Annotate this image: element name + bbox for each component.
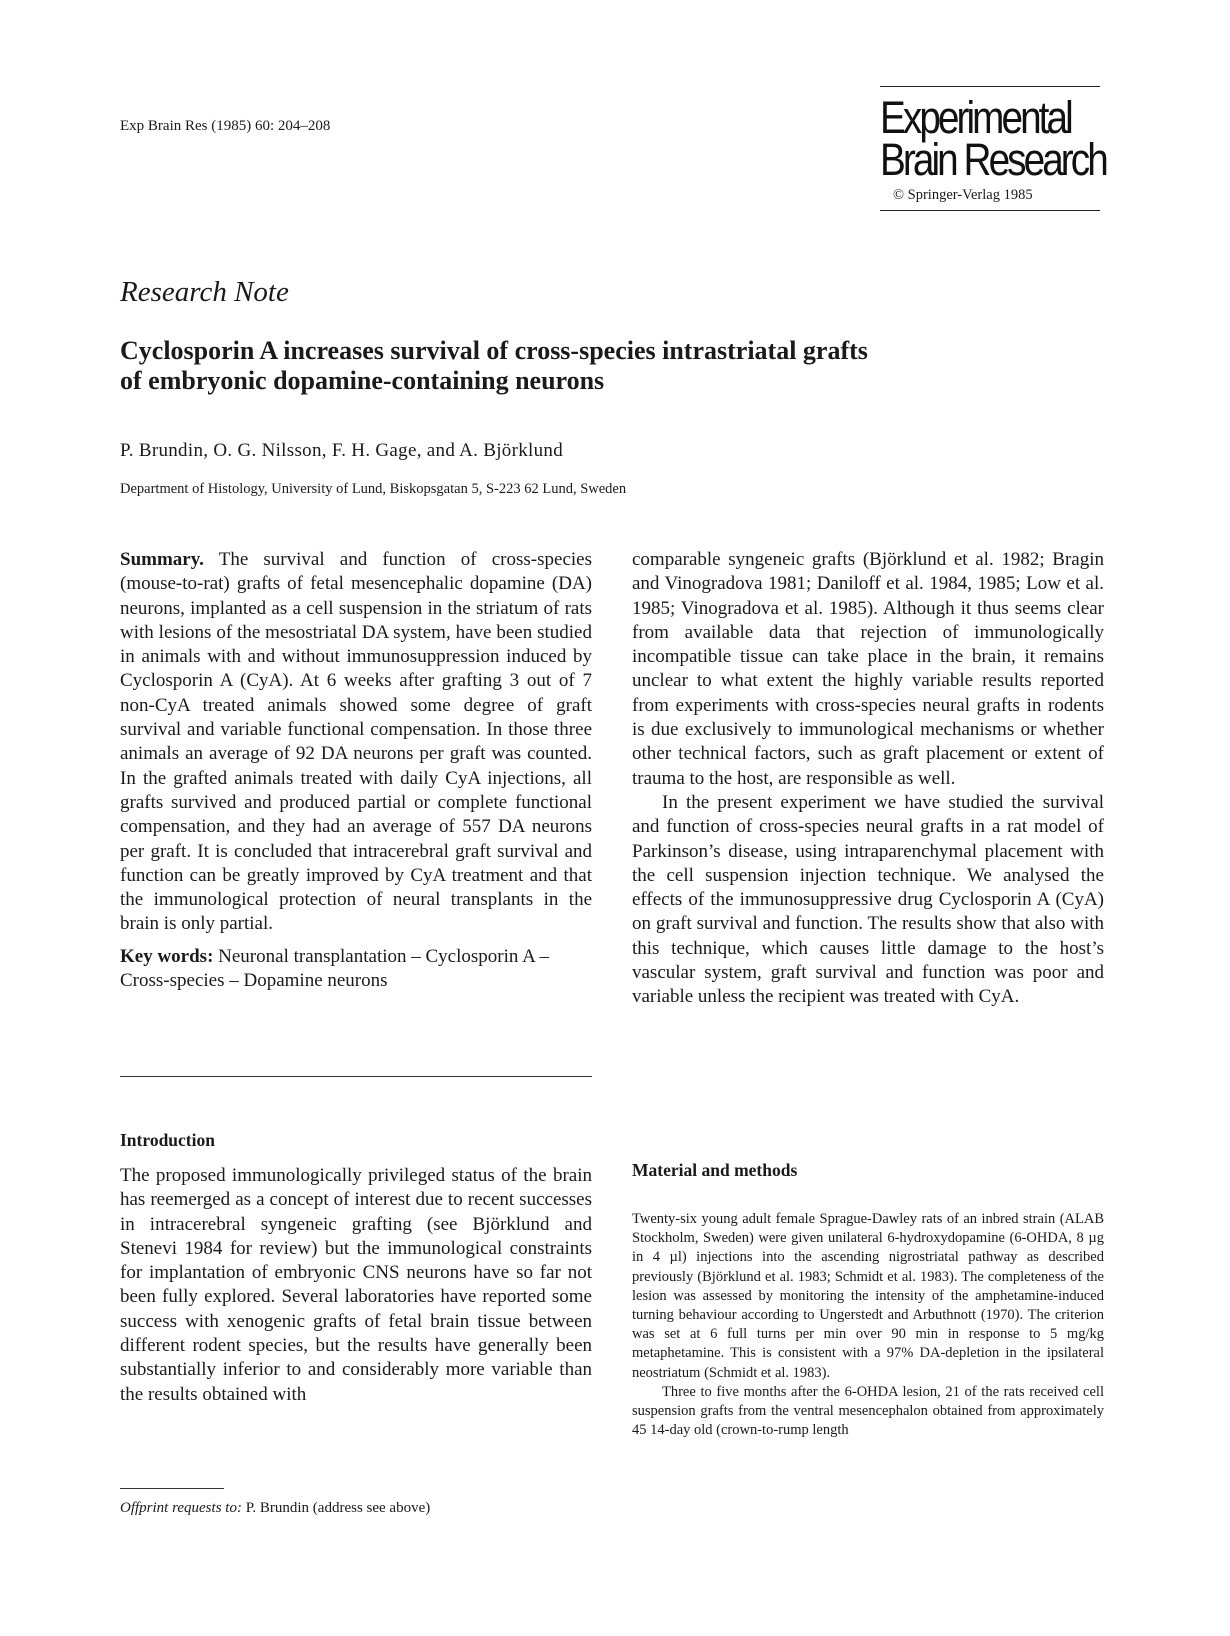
methods-paragraph-2: Three to five months after the 6‑OHDA lesion, 21 of the rats received cell suspension grafts from the ventral mesencephalon obtained from approximately 45 14-day old (crown-to-rump length [632, 1383, 1104, 1439]
title-line-2: of embryonic dopamine-containing neurons [120, 366, 605, 395]
copyright: © Springer-Verlag 1985 [893, 187, 1033, 203]
methods-heading: Material and methods [632, 1160, 798, 1180]
keywords-label: Key words: [120, 945, 214, 967]
footnote-label: Offprint requests to: [120, 1500, 242, 1516]
summary-label: Summary. [120, 549, 204, 570]
footnote-rule [120, 1488, 224, 1489]
article-title [120, 336, 1000, 396]
section-divider [120, 1076, 592, 1077]
right-paragraph-1: comparable syngeneic grafts (Björklund et al. 1982; Bragin and Vinogradova 1981; Daniloff et al. 1984, 1985; Low et al. 1985; Vinogradova et al. 1985). Although it thus seems clear from available data that rejection of immunologically incompatible tissue can take place in the brain, it remains unclear to what extent the highly variable results reported from experiments with cross-species neural grafts in rodents is due exclusively to immunological mechanisms or whether other technical factors, such as graft placement or extent of trauma to the host, are responsible as well. [632, 549, 1104, 789]
introduction-paragraph: The proposed immunologically privileged status of the brain has reemerged as a concept of interest due to recent successes in intracerebral syngeneic grafting (see Björklund and Stenevi 1984 for review) but the immunological constraints for implantation of embryonic CNS neurons have so far not been fully explored. Several laboratories have reported some success with xenogenic grafts of fetal brain tissue between different rodent species, but the results have generally been substantially inferior to and considerably more variable than the results obtained with [120, 1165, 592, 1405]
journal-reference: Exp Brain Res (1985) 60: 204–208 [120, 118, 331, 134]
summary-paragraph [120, 548, 592, 937]
footnote [120, 1500, 430, 1517]
logo-line-2: Brain Research [880, 134, 1106, 185]
title-line-1: Cyclosporin A increases survival of cross-species intrastriatal grafts [120, 336, 868, 365]
right-column-body [632, 548, 1104, 1010]
logo-line-1: Experimental [880, 92, 1071, 143]
affiliation: Department of Histology, University of Lund, Biskopsgatan 5, S-223 62 Lund, Sweden [120, 481, 627, 497]
journal-logo [880, 86, 1106, 211]
summary-section [120, 548, 592, 993]
logo-top-rule [880, 86, 1100, 87]
keywords-text: Neuronal transplantation – Cyclosporin A – Cross-species – Dopamine neurons [120, 945, 550, 992]
authors: P. Brundin, O. G. Nilsson, F. H. Gage, and A. Björklund [120, 440, 564, 461]
footnote-text: P. Brundin (address see above) [245, 1500, 431, 1516]
logo-bottom-rule [880, 210, 1100, 211]
right-paragraph-2: In the present experiment we have studied the survival and function of cross-species neural grafts in a rat model of Parkinson’s disease, using intraparenchymal placement with the cell suspension injection technique. We analysed the effects of the immunosuppressive drug Cyclosporin A (CyA) on graft survival and function. The results show that also with this technique, which causes little damage to the host’s vascular system, graft survival and function was poor and variable unless the recipient was treated with CyA. [632, 791, 1104, 1008]
methods-paragraph-1: Twenty-six young adult female Sprague-Dawley rats of an inbred strain (ALAB Stockholm, Sweden) were given unilateral 6-hydroxydopamine (6‑OHDA, 8 µg in 4 µl) injections into the ascending nigrostriatal pathway as described previously (Björklund et al. 1983; Schmidt et al. 1983). The completeness of the lesion was assessed by monitoring the intensity of the amphetamine-induced turning behaviour according to Ungerstedt and Arbuthnott (1970). The criterion was set at 6 full turns per min over 90 min in response to 5 mg/kg metaphetamine. This is consistent with a 97% DA-depletion in the ipsilateral neostriatum (Schmidt et al. 1983). [632, 1211, 1104, 1381]
methods-body [632, 1210, 1104, 1440]
introduction-heading: Introduction [120, 1130, 215, 1150]
introduction-body [120, 1164, 592, 1407]
summary-text: The survival and function of cross-species (mouse-to-rat) grafts of fetal mesencephalic dopamine (DA) neurons, implanted as a cell suspension in the striatum of rats with lesions of the mesostriatal DA system, have been studied in animals with and without immunosuppression induced by Cyclosporin A (CyA). At 6 weeks after grafting 3 out of 7 non-CyA treated animals showed some degree of graft survival and variable functional compensation. In those three animals an average of 92 DA neurons per graft was counted. In the grafted animals treated with daily CyA injections, all grafts survived and produced partial or complete functional compensation, and they had an average of 557 DA neurons per graft. It is concluded that intracerebral graft survival and function can be greatly improved by CyA treatment and that the immunological protection of neural transplants in the brain is only partial. [120, 549, 592, 935]
article-type: Research Note [120, 276, 289, 308]
keywords-paragraph [120, 945, 592, 994]
